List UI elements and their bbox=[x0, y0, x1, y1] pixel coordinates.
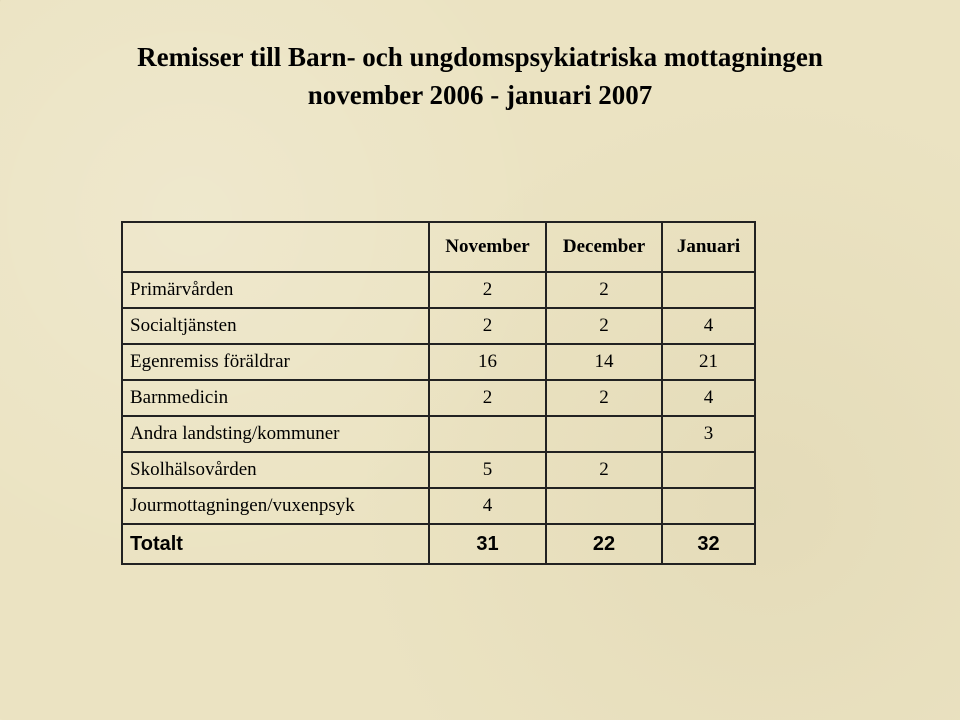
row-label: Primärvården bbox=[122, 272, 429, 308]
cell-november: 2 bbox=[429, 272, 546, 308]
total-row bbox=[122, 524, 755, 564]
referrals-table bbox=[121, 221, 756, 565]
cell-december bbox=[546, 488, 662, 524]
cell-december: 2 bbox=[546, 380, 662, 416]
page-title: Remisser till Barn- och ungdomspsykiatriska mottagningen bbox=[137, 42, 823, 72]
row-label: Socialtjänsten bbox=[122, 308, 429, 344]
table-header-row bbox=[122, 222, 755, 272]
total-november: 31 bbox=[429, 524, 546, 564]
cell-november: 4 bbox=[429, 488, 546, 524]
row-label: Barnmedicin bbox=[122, 380, 429, 416]
cell-december: 2 bbox=[546, 452, 662, 488]
cell-januari: 4 bbox=[662, 380, 755, 416]
cell-december: 2 bbox=[546, 308, 662, 344]
total-label: Totalt bbox=[122, 524, 429, 564]
row-label: Egenremiss föräldrar bbox=[122, 344, 429, 380]
cell-december: 14 bbox=[546, 344, 662, 380]
table-row bbox=[122, 308, 755, 344]
cell-januari bbox=[662, 488, 755, 524]
cell-november bbox=[429, 416, 546, 452]
cell-november: 16 bbox=[429, 344, 546, 380]
header-december: December bbox=[546, 222, 662, 272]
cell-december: 2 bbox=[546, 272, 662, 308]
table-row bbox=[122, 272, 755, 308]
table-row bbox=[122, 488, 755, 524]
header-november: November bbox=[429, 222, 546, 272]
table-row bbox=[122, 452, 755, 488]
table-row bbox=[122, 380, 755, 416]
cell-januari: 3 bbox=[662, 416, 755, 452]
cell-januari bbox=[662, 272, 755, 308]
cell-november: 2 bbox=[429, 308, 546, 344]
header-empty-cell bbox=[122, 222, 429, 272]
cell-januari: 21 bbox=[662, 344, 755, 380]
page-subtitle: november 2006 - januari 2007 bbox=[307, 80, 653, 110]
row-label: Andra landsting/kommuner bbox=[122, 416, 429, 452]
cell-november: 2 bbox=[429, 380, 546, 416]
cell-januari bbox=[662, 452, 755, 488]
header-januari: Januari bbox=[662, 222, 755, 272]
total-december: 22 bbox=[546, 524, 662, 564]
cell-december bbox=[546, 416, 662, 452]
cell-januari: 4 bbox=[662, 308, 755, 344]
table-row bbox=[122, 344, 755, 380]
row-label: Jourmottagningen/vuxenpsyk bbox=[122, 488, 429, 524]
total-januari: 32 bbox=[662, 524, 755, 564]
cell-november: 5 bbox=[429, 452, 546, 488]
table-row bbox=[122, 416, 755, 452]
row-label: Skolhälsovården bbox=[122, 452, 429, 488]
